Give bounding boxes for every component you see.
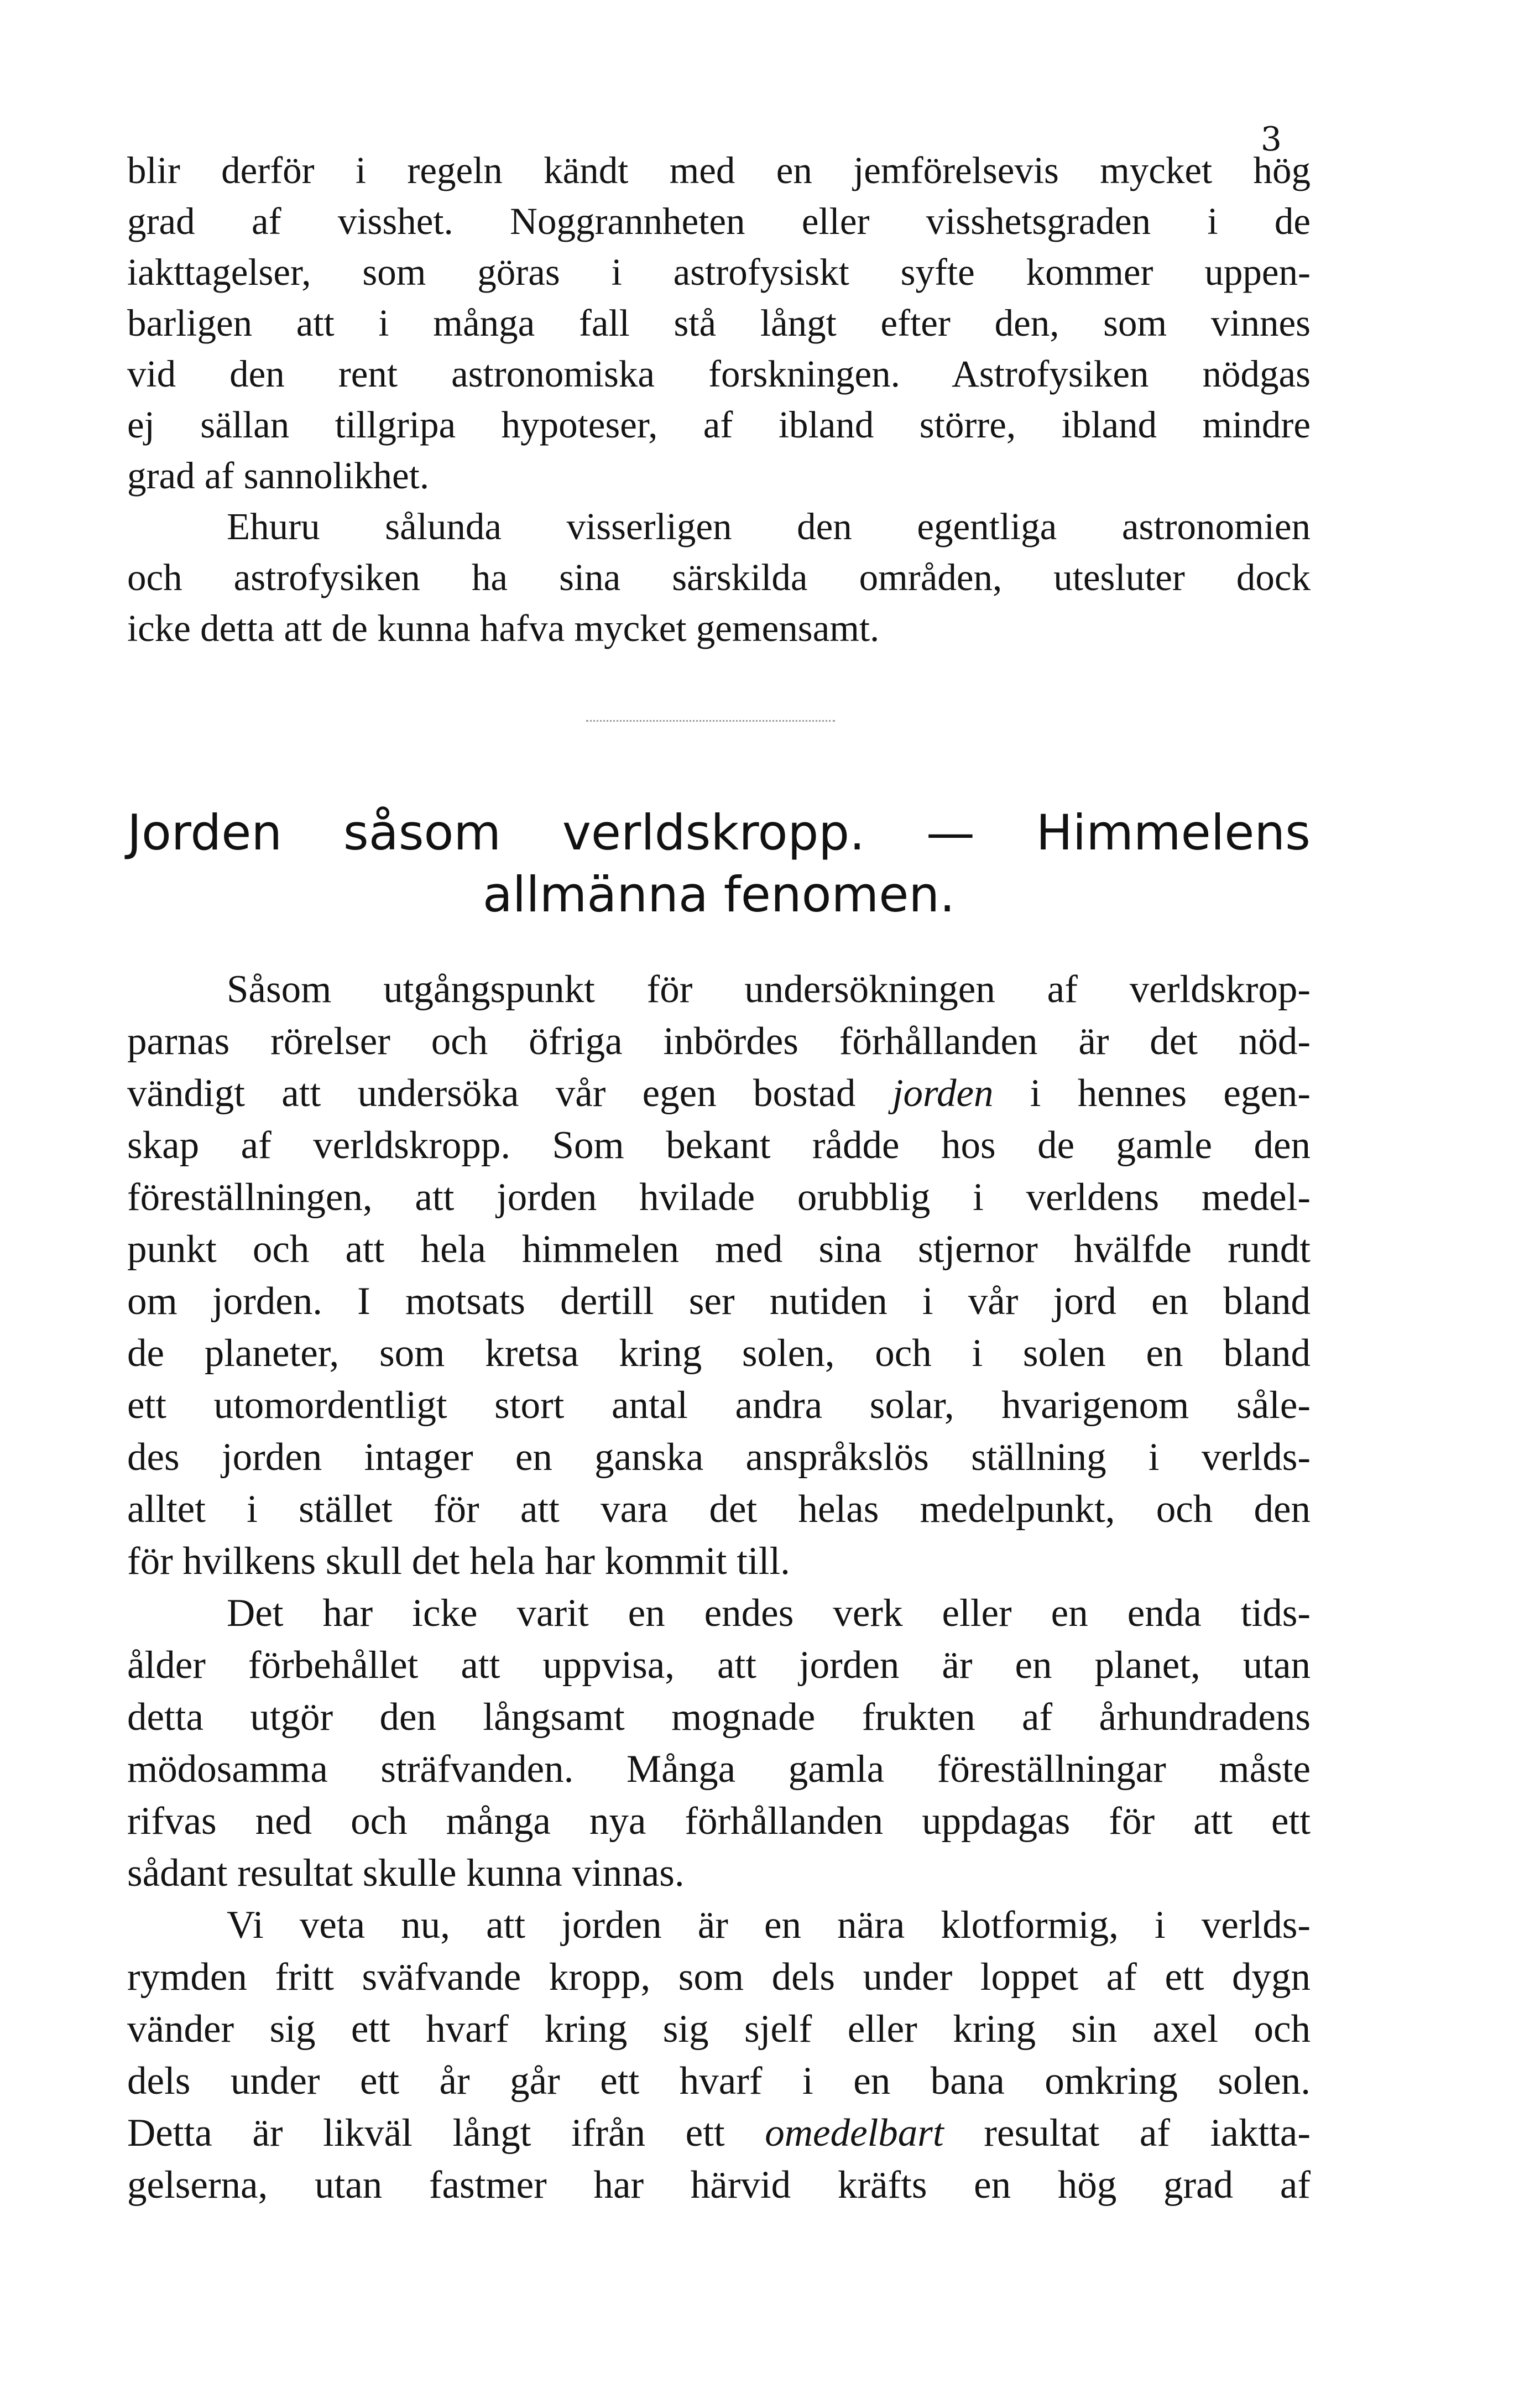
text-line: parnas rörelser och öfriga inbördes förhållanden är det nöd- bbox=[127, 1020, 1311, 1063]
text-line: detta utgör den långsamt mognade frukten af århundradens bbox=[127, 1696, 1311, 1739]
text-line: om jorden. I motsats dertill ser nutiden i vår jord en bland bbox=[127, 1280, 1311, 1323]
page-number: 3 bbox=[1260, 120, 1282, 159]
intro-paragraphs bbox=[127, 145, 1311, 654]
text-line: mödosamma sträfvanden. Många gamla föreställningar måste bbox=[127, 1748, 1311, 1791]
text-line: barligen att i många fall stå långt efter den, som vinnes bbox=[127, 302, 1311, 344]
text-line: skap af verldskropp. Som bekant rådde hos de gamle den bbox=[127, 1124, 1311, 1167]
text-line: grad af sannolikhet. bbox=[127, 455, 430, 497]
text-line: iakttagelser, som göras i astrofysiskt syfte kommer uppen- bbox=[127, 251, 1311, 293]
text-line: ålder förbehållet att uppvisa, att jorden är en planet, utan bbox=[127, 1644, 1311, 1687]
heading-line-1: Jorden såsom verldskropp. — Himmelens bbox=[127, 804, 1311, 861]
text-line: Vi veta nu, att jorden är en nära klotformig, i verlds- bbox=[227, 1903, 1311, 1947]
text-line: för hvilkens skull det hela har kommit till. bbox=[127, 1540, 790, 1583]
text-line: Detta är likväl långt ifrån ett omedelbart resultat af iaktta- bbox=[127, 2111, 1311, 2155]
text-line: Det har icke varit en endes verk eller en enda tids- bbox=[227, 1592, 1311, 1635]
text-line: vänder sig ett hvarf kring sig sjelf eller kring sin axel och bbox=[127, 2007, 1311, 2051]
heading-line-2: allmänna fenomen. bbox=[482, 866, 956, 923]
text-line: dels under ett år går ett hvarf i en bana omkring solen. bbox=[127, 2059, 1311, 2103]
text-line: föreställningen, att jorden hvilade orubblig i verldens medel- bbox=[127, 1176, 1311, 1219]
text-line: och astrofysiken ha sina särskilda områden, utesluter dock bbox=[127, 556, 1311, 598]
text-line: grad af visshet. Noggrannheten eller visshetsgraden i de bbox=[127, 200, 1311, 242]
text-line: rymden fritt sväfvande kropp, som dels under loppet af ett dygn bbox=[127, 1955, 1311, 1999]
text-line: alltet i stället för att vara det helas medelpunkt, och den bbox=[127, 1488, 1311, 1531]
text-line: rifvas ned och många nya förhållanden uppdagas för att ett bbox=[127, 1800, 1311, 1843]
text-line: vändigt att undersöka vår egen bostad jorden i hennes egen- bbox=[127, 1072, 1311, 1115]
text-line: Såsom utgångspunkt för undersökningen af verldskrop- bbox=[227, 968, 1311, 1011]
text-line: Ehuru sålunda visserligen den egentliga astronomien bbox=[227, 505, 1311, 547]
section-divider bbox=[586, 720, 835, 722]
italic-term: omedelbart bbox=[765, 2111, 944, 2155]
text-line: vid den rent astronomiska forskningen. Astrofysiken nödgas bbox=[127, 353, 1311, 395]
text-line: sådant resultat skulle kunna vinnas. bbox=[127, 1852, 685, 1895]
section-body bbox=[127, 963, 1311, 2211]
text-line: ett utomordentligt stort antal andra solar, hvarigenom såle- bbox=[127, 1384, 1311, 1427]
italic-term: jorden bbox=[892, 1072, 994, 1115]
section-heading bbox=[127, 802, 1311, 926]
text-line: icke detta att de kunna hafva mycket gemensamt. bbox=[127, 607, 880, 649]
text-line: punkt och att hela himmelen med sina stjernor hvälfde rundt bbox=[127, 1228, 1311, 1271]
text-line: de planeter, som kretsa kring solen, och i solen en bland bbox=[127, 1332, 1311, 1375]
text-line: gelserna, utan fastmer har härvid kräfts en hög grad af bbox=[127, 2163, 1311, 2207]
text-line: blir derför i regeln kändt med en jemförelsevis mycket hög bbox=[127, 149, 1311, 191]
text-line: des jorden intager en ganska anspråkslös ställning i verlds- bbox=[127, 1436, 1311, 1479]
text-line: ej sällan tillgripa hypoteser, af ibland större, ibland mindre bbox=[127, 404, 1311, 446]
